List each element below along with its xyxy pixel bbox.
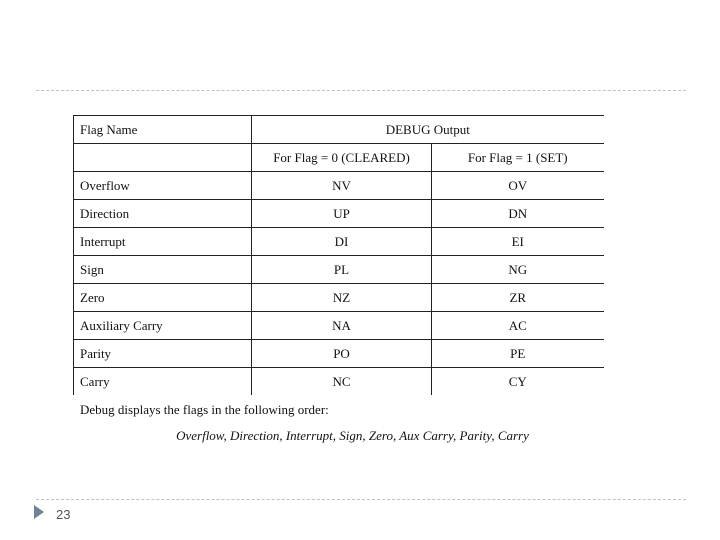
- set-cell: ZR: [432, 284, 604, 312]
- cleared-cell: NZ: [252, 284, 432, 312]
- cleared-cell: NA: [252, 312, 432, 340]
- cleared-cell: UP: [252, 200, 432, 228]
- table-row: [74, 200, 604, 228]
- header-set: For Flag = 1 (SET): [432, 144, 604, 172]
- order-note: Debug displays the flags in the following order:: [80, 402, 329, 417]
- cleared-cell: NV: [252, 172, 432, 200]
- set-cell: OV: [432, 172, 604, 200]
- table-row: [74, 284, 604, 312]
- header-empty-cell: [74, 144, 252, 172]
- set-cell: AC: [432, 312, 604, 340]
- table-row: [74, 172, 604, 200]
- flags-table: [73, 115, 604, 395]
- header-flag-name: Flag Name: [74, 116, 252, 144]
- flag-order-text: Overflow, Direction, Interrupt, Sign, Zero, Aux Carry, Parity, Carry: [176, 428, 529, 443]
- set-cell: EI: [432, 228, 604, 256]
- cleared-cell: NC: [252, 368, 432, 396]
- flag-name-cell: Sign: [74, 256, 252, 284]
- flag-name-cell: Auxiliary Carry: [74, 312, 252, 340]
- slide-bullet-icon: [34, 505, 44, 519]
- flag-name-cell: Parity: [74, 340, 252, 368]
- cleared-cell: PL: [252, 256, 432, 284]
- flag-name-cell: Overflow: [74, 172, 252, 200]
- table-row: [74, 340, 604, 368]
- set-cell: CY: [432, 368, 604, 396]
- cleared-cell: PO: [252, 340, 432, 368]
- table-header-row: [74, 116, 604, 144]
- set-cell: PE: [432, 340, 604, 368]
- table-row: [74, 256, 604, 284]
- table-row: [74, 312, 604, 340]
- table-row: [74, 228, 604, 256]
- flag-name-cell: Direction: [74, 200, 252, 228]
- header-cleared: For Flag = 0 (CLEARED): [252, 144, 432, 172]
- table-row: [74, 368, 604, 396]
- cleared-cell: DI: [252, 228, 432, 256]
- flag-name-cell: Interrupt: [74, 228, 252, 256]
- top-divider: [36, 90, 686, 91]
- flag-name-cell: Carry: [74, 368, 252, 396]
- header-debug-output: DEBUG Output: [252, 116, 604, 144]
- table-subheader-row: [74, 144, 604, 172]
- bottom-divider: [36, 499, 686, 500]
- flag-name-cell: Zero: [74, 284, 252, 312]
- set-cell: DN: [432, 200, 604, 228]
- set-cell: NG: [432, 256, 604, 284]
- slide-number: 23: [56, 507, 71, 522]
